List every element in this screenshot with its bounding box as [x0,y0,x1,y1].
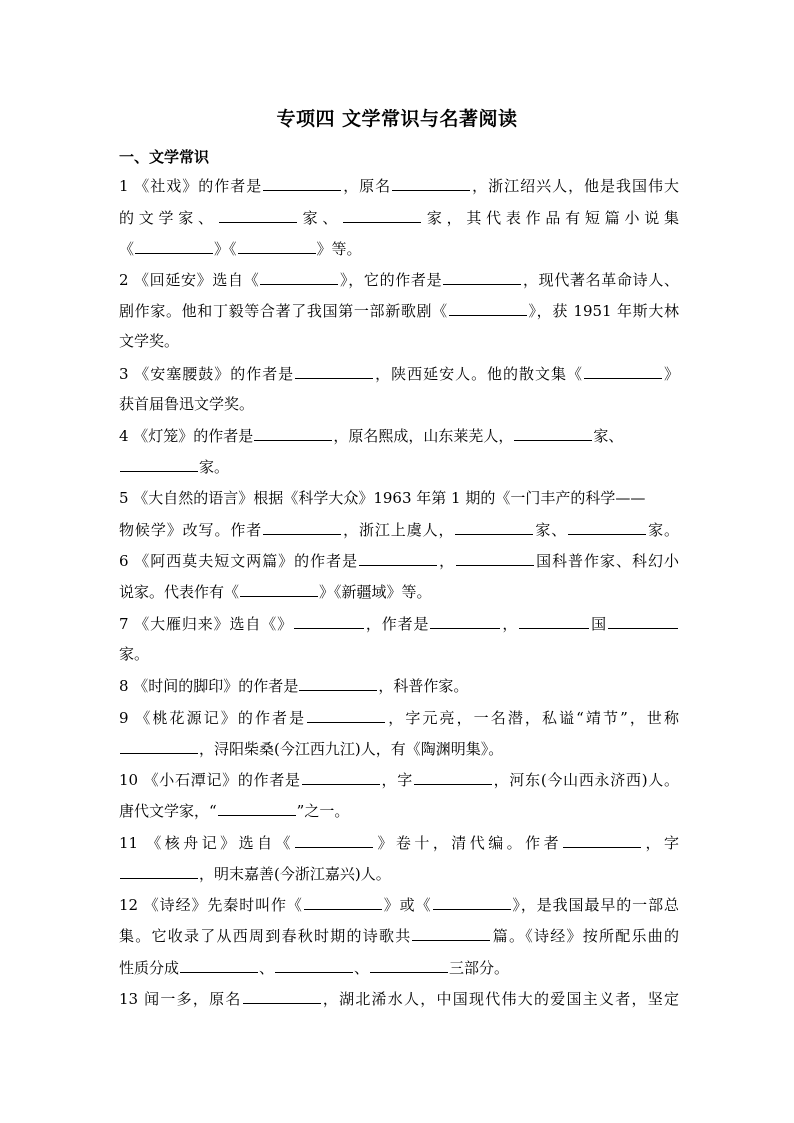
blank-field[interactable] [370,957,448,973]
blank-field[interactable] [343,207,421,223]
question-4-line-2: 家。 [119,456,679,477]
blank-field[interactable] [563,832,641,848]
blank-field[interactable] [519,613,589,629]
question-1-line-1: 1 《社戏》的作者是 ，原名 ，浙江绍兴人，他是我国伟大 [119,177,679,195]
blank-field[interactable] [263,175,341,191]
question-12-line-2: 集。它收录了从西周到春秋时期的诗歌共 篇。《诗经》按所配乐曲的 [119,927,679,945]
question-1-line-3: 《 》《 》等。 [119,240,362,258]
blank-field[interactable] [514,425,592,441]
question-11-line-1: 11 《核舟记》选自《 》卷十，清代编。作者 ，字 [119,834,679,852]
question-6-line-2: 说家。代表作有《 》《新疆域》等。 [119,583,432,601]
question-9-line-1: 9 《桃花源记》的作者是 ，字元亮，一名潜，私谥“靖节”，世称 [119,709,679,727]
question-8-line-1: 8 《时间的脚印》的作者是 ，科普作家。 [119,677,469,695]
blank-field[interactable] [218,800,296,816]
blank-field[interactable] [294,613,364,629]
blank-field[interactable] [120,456,198,472]
blank-field[interactable] [412,925,490,941]
question-2-line-3: 文学奖。 [119,332,180,350]
blank-field[interactable] [359,550,437,566]
blank-field[interactable] [254,425,332,441]
question-2-line-2: 剧作家。他和丁毅等合著了我国第一部新歌剧《 》，获 1951 年斯大林 [119,302,679,320]
question-7-line-2: 家。 [119,645,150,663]
blank-field[interactable] [180,957,258,973]
blank-field[interactable] [219,207,297,223]
question-1-line-2: 的文学家、 家、 家，其代表作品有短篇小说集 [119,209,679,227]
section-heading-literary-knowledge: 一、文学常识 [119,148,210,166]
blank-field[interactable] [392,175,470,191]
blank-field[interactable] [568,519,646,535]
question-2-line-1: 2 《回延安》选自《 》，它的作者是 ，现代著名革命诗人、 [119,271,679,289]
blank-field[interactable] [238,238,316,254]
blank-field[interactable] [120,738,198,754]
question-12-line-3: 性质分成 、 、 三部分。 [119,959,510,977]
question-5-line-2: 物候学》改写。作者 ，浙江上虞人， 家、 家。 [119,521,679,539]
blank-field[interactable] [414,769,492,785]
blank-field[interactable] [455,519,533,535]
blank-field[interactable] [295,363,373,379]
blank-field[interactable] [456,550,534,566]
question-9-line-2: ，浔阳柴桑(今江西九江)人，有《陶渊明集》。 [119,738,679,759]
question-13-line-1: 13 闻一多，原名 ，湖北浠水人，中国现代伟大的爱国主义者，坚定 [119,990,679,1008]
blank-field[interactable] [260,269,338,285]
blank-field[interactable] [307,707,385,723]
question-12-line-1: 12 《诗经》先秦时叫作《 》或《 》，是我国最早的一部总 [119,896,679,914]
question-4-line-1: 4 《灯笼》的作者是 ，原名熙成，山东莱芜人， 家、 [119,427,624,445]
blank-field[interactable] [275,957,353,973]
blank-field[interactable] [243,988,321,1004]
blank-field[interactable] [584,363,662,379]
question-7-line-1: 7 《大雁归来》选自《》 ，作者是 ， 国 [119,613,679,634]
blank-field[interactable] [302,769,380,785]
blank-field[interactable] [263,519,341,535]
question-3-line-1: 3 《安塞腰鼓》的作者是 ，陕西延安人。他的散文集《 》 [119,365,679,383]
blank-field[interactable] [120,863,198,879]
blank-field[interactable] [449,300,527,316]
question-10-line-1: 10 《小石潭记》的作者是 ，字 ，河东(今山西永济西)人。 [119,771,679,789]
blank-field[interactable] [304,894,382,910]
question-6-line-1: 6 《阿西莫夫短文两篇》的作者是 ， 国科普作家、科幻小 [119,552,679,570]
blank-field[interactable] [295,832,373,848]
blank-field[interactable] [240,581,318,597]
blank-field[interactable] [608,613,678,629]
question-3-line-2: 获首届鲁迅文学奖。 [119,395,255,413]
blank-field[interactable] [443,269,521,285]
blank-field[interactable] [430,613,500,629]
document-title: 专项四 文学常识与名著阅读 [276,108,518,130]
question-5-line-1: 5 《大自然的语言》根据《科学大众》1963 年第 1 期的《一门丰产的科学—— [119,489,646,507]
blank-field[interactable] [433,894,511,910]
question-11-line-2: ，明末嘉善(今浙江嘉兴)人。 [119,863,679,884]
question-10-line-2: 唐代文学家，“ ”之一。 [119,802,350,820]
blank-field[interactable] [299,675,377,691]
blank-field[interactable] [135,238,213,254]
